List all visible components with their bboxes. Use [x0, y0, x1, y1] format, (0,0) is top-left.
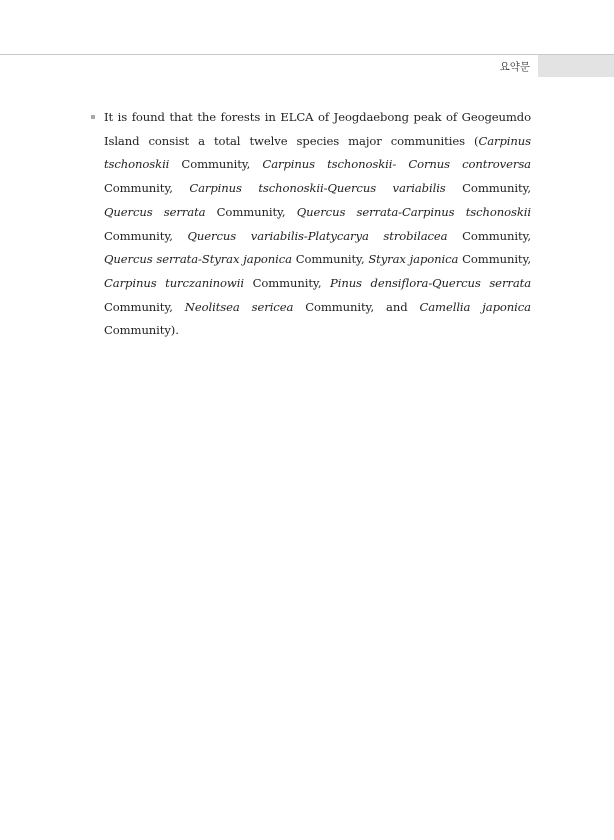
- summary-segment: Community, and: [293, 299, 420, 314]
- species-name: Carpinus tschonoskii- Cornus controversa: [262, 157, 531, 172]
- summary-segment: Community,: [243, 275, 331, 290]
- summary-segment: Community,: [104, 228, 188, 243]
- species-name: Camellia japonica: [419, 299, 531, 314]
- summary-segment: Community,: [205, 204, 297, 219]
- species-name: Carpinus turczaninowii: [104, 275, 244, 290]
- species-name: Quercus serrata-Styrax japonica: [104, 252, 292, 267]
- species-name: Quercus variabilis-Platycarya strobilacea: [187, 228, 448, 243]
- header-rule: [0, 54, 614, 55]
- section-label: 요약문: [499, 61, 530, 73]
- summary-segment: Community,: [104, 299, 185, 314]
- species-name: Quercus serrata: [104, 204, 206, 219]
- species-name: Neolitsea sericea: [184, 299, 294, 314]
- summary-paragraph: [104, 106, 531, 343]
- summary-segment: It is found that the forests in ELCA of Jeogdaebong peak of Geogeumdo Island consist a total twelve species major communities (: [104, 110, 531, 148]
- section-tab-marker: [538, 55, 614, 77]
- summary-segment: Community,: [445, 181, 531, 196]
- summary-segment: Community).: [104, 323, 179, 338]
- species-name: Styrax japonica: [368, 252, 459, 267]
- species-name: Carpinus tschonoskii-Quercus variabilis: [189, 181, 446, 196]
- summary-segment: Community,: [447, 228, 531, 243]
- species-name: Quercus serrata-Carpinus tschonoskii: [296, 204, 531, 219]
- summary-segment: Community,: [458, 252, 531, 267]
- summary-segment: Community,: [291, 252, 369, 267]
- species-name: Carpinus tschonoskii: [104, 133, 531, 172]
- summary-segment: Community,: [169, 157, 263, 172]
- species-name: Pinus densiflora-Quercus serrata: [330, 275, 532, 290]
- summary-segment: Community,: [104, 181, 190, 196]
- bullet-marker: [91, 115, 95, 119]
